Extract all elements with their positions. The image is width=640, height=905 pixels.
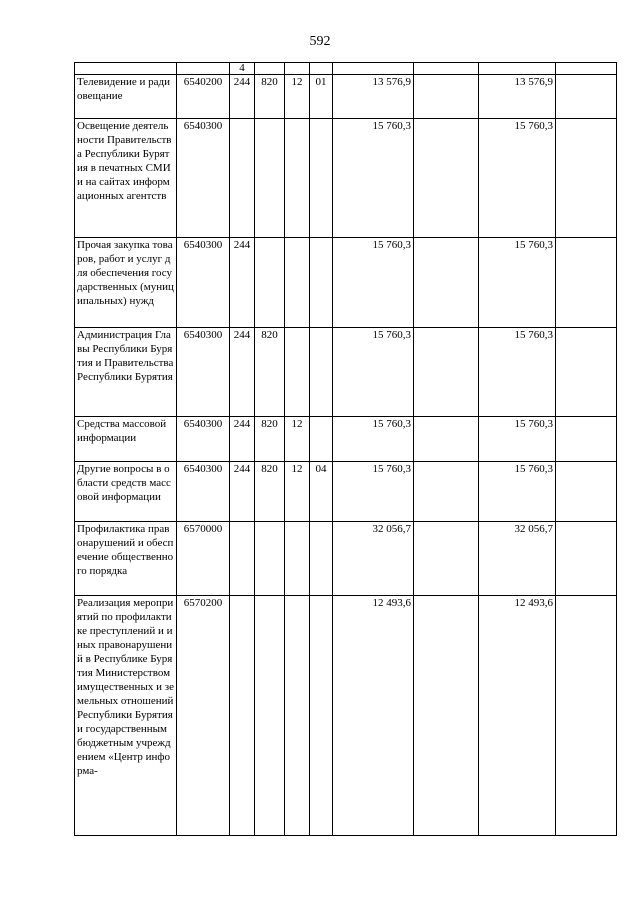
code-cell: 6540300: [177, 238, 230, 328]
table-row: [75, 328, 617, 417]
code-cell: [177, 63, 230, 75]
empty-cell: [556, 462, 617, 522]
sum-cell: 15 760,3: [333, 462, 414, 522]
empty-cell: [556, 119, 617, 238]
empty-cell: [414, 596, 479, 836]
vr-cell: 244: [230, 75, 255, 119]
rz-cell: [285, 596, 310, 836]
empty-cell: [414, 417, 479, 462]
sum-cell: [333, 63, 414, 75]
pr-cell: [310, 596, 333, 836]
grbs-cell: 820: [255, 417, 285, 462]
rz-cell: [285, 63, 310, 75]
vr-cell: 244: [230, 238, 255, 328]
empty-cell: [414, 75, 479, 119]
code-cell: 6570000: [177, 522, 230, 596]
sum-cell: 13 576,9: [333, 75, 414, 119]
rz-cell: 12: [285, 417, 310, 462]
pr-cell: [310, 63, 333, 75]
total-cell: 15 760,3: [479, 119, 556, 238]
empty-cell: [556, 596, 617, 836]
name-cell: Освещение деятельности Правительства Республики Бурятия в печатных СМИ и на сайтах информационных агентств: [75, 119, 177, 238]
rz-cell: 12: [285, 75, 310, 119]
sum-cell: 15 760,3: [333, 328, 414, 417]
table-row: [75, 119, 617, 238]
total-cell: [479, 63, 556, 75]
empty-cell: [556, 63, 617, 75]
pr-cell: [310, 238, 333, 328]
table-row: [75, 522, 617, 596]
grbs-cell: 820: [255, 75, 285, 119]
name-cell: Другие вопросы в области средств массовой информации: [75, 462, 177, 522]
name-cell: Профилактика правонарушений и обеспечение общественного порядка: [75, 522, 177, 596]
sum-cell: 32 056,7: [333, 522, 414, 596]
sum-cell: 15 760,3: [333, 417, 414, 462]
name-cell: Реализация мероприятий по профилактике преступлений и иных правонарушений в Республике Бурятия Министерством имущественных и земельных отношений Республики Бурятия и государственным бюджетным учреждением «Центр информа-: [75, 596, 177, 836]
vr-cell: [230, 119, 255, 238]
code-cell: 6540300: [177, 417, 230, 462]
total-cell: 15 760,3: [479, 417, 556, 462]
code-cell: 6540300: [177, 462, 230, 522]
empty-cell: [556, 75, 617, 119]
empty-cell: [414, 63, 479, 75]
pr-cell: 01: [310, 75, 333, 119]
budget-table: [74, 62, 617, 836]
empty-cell: [556, 417, 617, 462]
empty-cell: [556, 238, 617, 328]
total-cell: 32 056,7: [479, 522, 556, 596]
code-cell: 6540300: [177, 328, 230, 417]
total-cell: 15 760,3: [479, 328, 556, 417]
total-cell: 15 760,3: [479, 462, 556, 522]
table-row-continuation: [75, 63, 617, 75]
sum-cell: 12 493,6: [333, 596, 414, 836]
pr-cell: [310, 522, 333, 596]
grbs-cell: [255, 522, 285, 596]
vr-cell: 4: [230, 63, 255, 75]
table-row: [75, 238, 617, 328]
vr-cell: 244: [230, 417, 255, 462]
rz-cell: 12: [285, 462, 310, 522]
sum-cell: 15 760,3: [333, 119, 414, 238]
empty-cell: [414, 328, 479, 417]
grbs-cell: [255, 63, 285, 75]
total-cell: 15 760,3: [479, 238, 556, 328]
sum-cell: 15 760,3: [333, 238, 414, 328]
vr-cell: [230, 596, 255, 836]
total-cell: 13 576,9: [479, 75, 556, 119]
grbs-cell: 820: [255, 462, 285, 522]
pr-cell: 04: [310, 462, 333, 522]
rz-cell: [285, 119, 310, 238]
name-cell: Администрация Главы Республики Бурятия и Правительства Республики Бурятия: [75, 328, 177, 417]
grbs-cell: [255, 119, 285, 238]
vr-cell: 244: [230, 462, 255, 522]
code-cell: 6540200: [177, 75, 230, 119]
grbs-cell: [255, 596, 285, 836]
name-cell: [75, 63, 177, 75]
empty-cell: [414, 238, 479, 328]
table-row: [75, 417, 617, 462]
pr-cell: [310, 119, 333, 238]
code-cell: 6570200: [177, 596, 230, 836]
table-row: [75, 596, 617, 836]
name-cell: Средства массовой информации: [75, 417, 177, 462]
pr-cell: [310, 328, 333, 417]
name-cell: Прочая закупка товаров, работ и услуг для обеспечения государственных (муниципальных) нужд: [75, 238, 177, 328]
page-number: 592: [309, 34, 331, 49]
pr-cell: [310, 417, 333, 462]
empty-cell: [556, 522, 617, 596]
code-cell: 6540300: [177, 119, 230, 238]
rz-cell: [285, 238, 310, 328]
grbs-cell: [255, 238, 285, 328]
empty-cell: [556, 328, 617, 417]
table-row: [75, 75, 617, 119]
grbs-cell: 820: [255, 328, 285, 417]
total-cell: 12 493,6: [479, 596, 556, 836]
empty-cell: [414, 522, 479, 596]
name-cell: Телевидение и радиовещание: [75, 75, 177, 119]
table-row: [75, 462, 617, 522]
empty-cell: [414, 119, 479, 238]
vr-cell: 244: [230, 328, 255, 417]
rz-cell: [285, 328, 310, 417]
empty-cell: [414, 462, 479, 522]
rz-cell: [285, 522, 310, 596]
vr-cell: [230, 522, 255, 596]
